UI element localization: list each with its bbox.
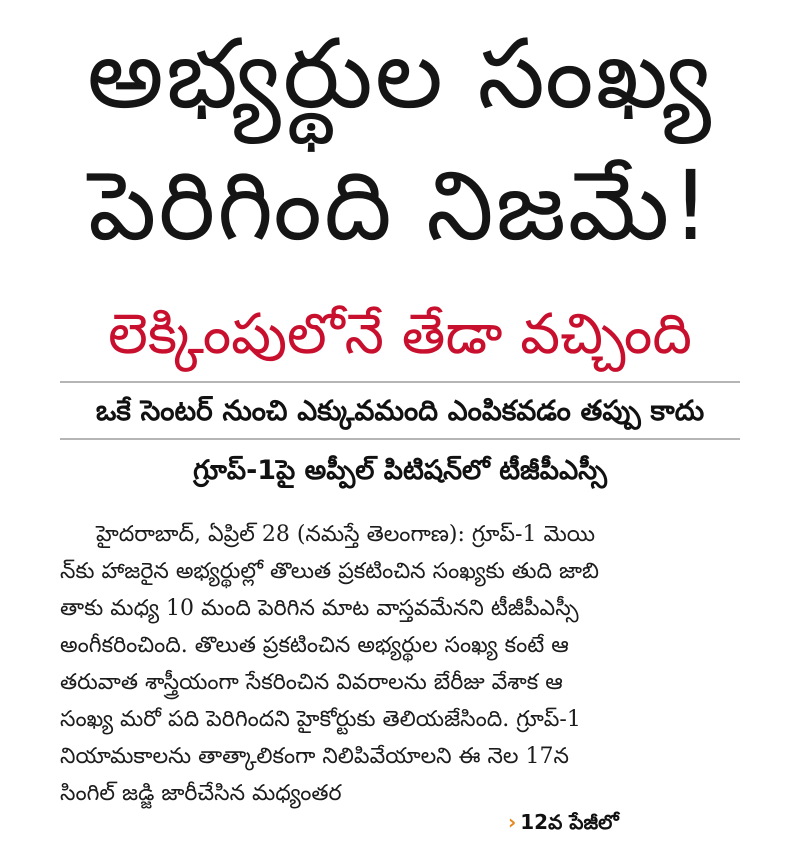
article-line: తాకు మధ్య 10 మంది పెరిగిన మాట వాస్తవమేనని టీజీపీఎస్సీ	[60, 596, 579, 621]
chevron-right-icon: ›	[508, 810, 517, 834]
headline-line-2: పెరిగింది నిజమే!	[88, 150, 712, 262]
article-body	[60, 516, 750, 812]
article-line: అంగీకరించింది. తొలుత ప్రకటించిన అభ్యర్థుల సంఖ్య కంటే ఆ	[60, 633, 569, 658]
secondary-deck: గ్రూప్-1పై అప్పీల్ పిటిషన్‌లో టీజీపీఎస్సీ	[193, 455, 607, 486]
article-line: నియామకాలను తాత్కాలికంగా నిలిపివేయాలని ఈ నెల 17న	[60, 744, 569, 769]
continuation-label: 12వ పేజీలో	[520, 810, 619, 834]
divider-bottom	[60, 438, 740, 440]
divider-top	[60, 381, 740, 383]
article-line: సంఖ్య మరో పది పెరిగిందని హైకోర్టుకు తెలియజేసింది. గ్రూప్-1	[60, 707, 581, 732]
article-line: హైదరాబాద్, ఏప్రిల్ 28 (నమస్తే తెలంగాణ): గ్రూప్-1 మెయి	[96, 522, 596, 547]
headline-line-1: అభ్యర్థుల సంఖ్య	[87, 18, 713, 130]
article-line: సింగిల్ జడ్జి జారీచేసిన మధ్యంతర	[60, 781, 342, 806]
continued-on-page-12[interactable]	[508, 810, 619, 839]
article-line: తరువాత శాస్త్రీయంగా సేకరించిన వివరాలను బేరీజు వేశాక ఆ	[60, 670, 563, 695]
subheadline: లెక్కింపులోనే తేడా వచ్చింది	[108, 302, 692, 367]
article-line: న్‌కు హాజరైన అభ్యర్థుల్లో తొలుత ప్రకటించిన సంఖ్యకు తుది జాబి	[60, 559, 599, 584]
deck-line: ఒకే సెంటర్ నుంచి ఎక్కువమంది ఎంపికవడం తప్పు కాదు	[95, 394, 705, 427]
